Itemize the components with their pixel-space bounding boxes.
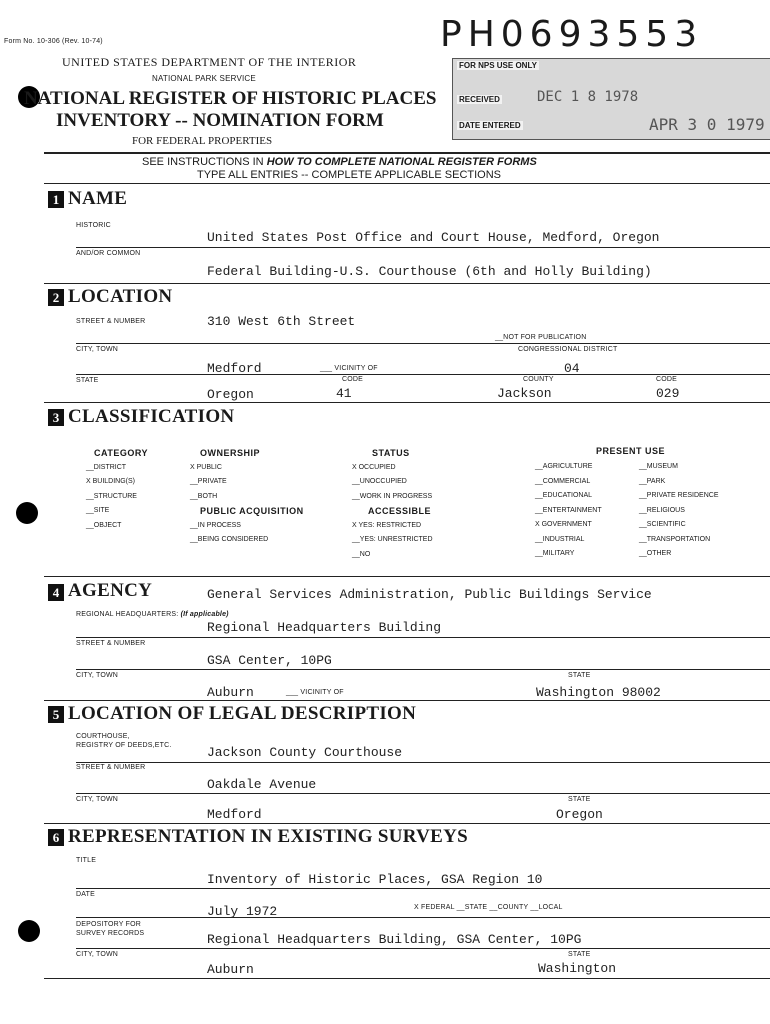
- survey-title: Inventory of Historic Places, GSA Region 10: [207, 872, 543, 887]
- common-name: Federal Building-U.S. Courthouse (6th and Holly Building): [207, 264, 652, 279]
- courthouse-label-2: REGISTRY OF DEEDS,ETC.: [76, 742, 172, 749]
- instructions-line2: TYPE ALL ENTRIES -- COMPLETE APPLICABLE SECTIONS: [197, 169, 502, 181]
- section-5-title: LOCATION OF LEGAL DESCRIPTION: [68, 703, 417, 724]
- county-code: 029: [656, 386, 680, 401]
- depository-label-1: DEPOSITORY FOR: [76, 921, 142, 928]
- category-column: CATEGORY __DISTRICT X BUILDING(S) __STRUCTURE __SITE __OBJECT: [86, 448, 149, 529]
- survey-city-label: CITY, TOWN: [76, 951, 119, 958]
- agency-state: Washington 98002: [536, 685, 661, 700]
- section-2-title: LOCATION: [68, 286, 173, 307]
- nps-use-box: [452, 58, 770, 140]
- legal-state-label: STATE: [568, 796, 591, 803]
- section-3-title: CLASSIFICATION: [68, 406, 235, 427]
- city-value: Medford: [207, 361, 262, 376]
- punch-hole: [18, 920, 40, 942]
- state-label: STATE: [76, 377, 99, 384]
- survey-state-label: STATE: [568, 951, 591, 958]
- state-code: 41: [336, 386, 352, 401]
- survey-city: Auburn: [207, 962, 254, 977]
- ownership-column: OWNERSHIP X PUBLIC __PRIVATE __BOTH PUBLIC ACQUISITION __IN PROCESS __BEING CONSIDERED: [190, 448, 304, 543]
- agency-street: GSA Center, 10PG: [207, 653, 332, 668]
- agency-state-label: STATE: [568, 672, 591, 679]
- punch-hole: [16, 502, 38, 524]
- congressional-label: CONGRESSIONAL DISTRICT: [518, 346, 618, 353]
- legal-street: Oakdale Avenue: [207, 777, 317, 792]
- legal-city-label: CITY, TOWN: [76, 796, 119, 803]
- section-1-title: NAME: [68, 188, 128, 209]
- received-stamp: DEC 1 8 1978: [537, 89, 639, 105]
- street-label: STREET & NUMBER: [76, 318, 146, 325]
- section-1-number: 1: [48, 191, 64, 208]
- survey-state: Washington: [538, 961, 617, 976]
- form-number: Form No. 10-306 (Rev. 10-74): [4, 38, 103, 45]
- county-label: COUNTY: [523, 376, 554, 383]
- survey-date-label: DATE: [76, 891, 95, 898]
- instructions-line1: SEE INSTRUCTIONS IN HOW TO COMPLETE NATIONAL REGISTER FORMS: [142, 156, 537, 168]
- form-title-line2: INVENTORY -- NOMINATION FORM: [56, 110, 384, 131]
- entered-stamp: APR 3 0 1979: [649, 115, 765, 134]
- survey-date: July 1972: [207, 904, 278, 919]
- present-use-column-2: __MUSEUM __PARK __PRIVATE RESIDENCE __RELIGIOUS __SCIENTIFIC __TRANSPORTATION __OTHER: [639, 463, 719, 557]
- legal-city: Medford: [207, 807, 262, 822]
- received-label: RECEIVED: [459, 95, 500, 104]
- agency-street-label: STREET & NUMBER: [76, 640, 146, 647]
- section-6-title: REPRESENTATION IN EXISTING SURVEYS: [68, 826, 469, 847]
- status-column: STATUS X OCCUPIED __UNOCCUPIED __WORK IN PROGRESS ACCESSIBLE X YES: RESTRICTED __YES: UNRESTRICTED __NO: [352, 448, 433, 558]
- courthouse-value: Jackson County Courthouse: [207, 745, 403, 760]
- county-value: Jackson: [497, 386, 552, 401]
- courthouse-label-1: COURTHOUSE,: [76, 733, 130, 740]
- depository-label-2: SURVEY RECORDS: [76, 930, 145, 937]
- street-value: 310 West 6th Street: [207, 314, 356, 329]
- section-6-number: 6: [48, 829, 64, 846]
- handwritten-id: PH0693553: [440, 14, 704, 55]
- vicinity: ___ VICINITY OF: [320, 365, 378, 372]
- code-label-2: CODE: [656, 376, 678, 383]
- form-subtitle: FOR FEDERAL PROPERTIES: [132, 135, 273, 147]
- present-use-column-1: __AGRICULTURE __COMMERCIAL __EDUCATIONAL __ENTERTAINMENT X GOVERNMENT __INDUSTRIAL __MILITARY: [535, 463, 602, 557]
- agency-vicinity: ___ VICINITY OF: [286, 689, 344, 696]
- agency-name: General Services Administration, Public Buildings Service: [207, 587, 652, 602]
- legal-state: Oregon: [556, 807, 603, 822]
- section-3-number: 3: [48, 409, 64, 426]
- section-4-title: AGENCY: [68, 580, 153, 601]
- service: NATIONAL PARK SERVICE: [152, 74, 256, 83]
- depository-value: Regional Headquarters Building, GSA Center, 10PG: [207, 932, 582, 947]
- historic-label: HISTORIC: [76, 222, 111, 229]
- legal-street-label: STREET & NUMBER: [76, 764, 146, 771]
- agency-city: Auburn: [207, 685, 254, 700]
- survey-levels: X FEDERAL __STATE __COUNTY __LOCAL: [414, 904, 563, 911]
- section-5-number: 5: [48, 706, 64, 723]
- hq-label: REGIONAL HEADQUARTERS: (If applicable): [76, 611, 229, 618]
- code-label: CODE: [342, 376, 364, 383]
- survey-title-label: TITLE: [76, 857, 97, 864]
- historic-name: United States Post Office and Court House, Medford, Oregon: [207, 230, 660, 245]
- not-for-publication: __NOT FOR PUBLICATION: [495, 334, 587, 341]
- common-label: AND/OR COMMON: [76, 250, 141, 257]
- congressional-value: 04: [564, 361, 580, 376]
- hq-value: Regional Headquarters Building: [207, 620, 442, 635]
- nps-header: FOR NPS USE ONLY: [459, 61, 537, 70]
- agency-city-label: CITY, TOWN: [76, 672, 119, 679]
- form-title-line1: NATIONAL REGISTER OF HISTORIC PLACES: [24, 88, 437, 109]
- department: UNITED STATES DEPARTMENT OF THE INTERIOR: [62, 55, 357, 69]
- state-value: Oregon: [207, 387, 254, 402]
- city-label: CITY, TOWN: [76, 346, 119, 353]
- section-2-number: 2: [48, 289, 64, 306]
- date-entered-label: DATE ENTERED: [459, 121, 521, 130]
- present-use-heading: PRESENT USE: [596, 446, 666, 456]
- section-4-number: 4: [48, 584, 64, 601]
